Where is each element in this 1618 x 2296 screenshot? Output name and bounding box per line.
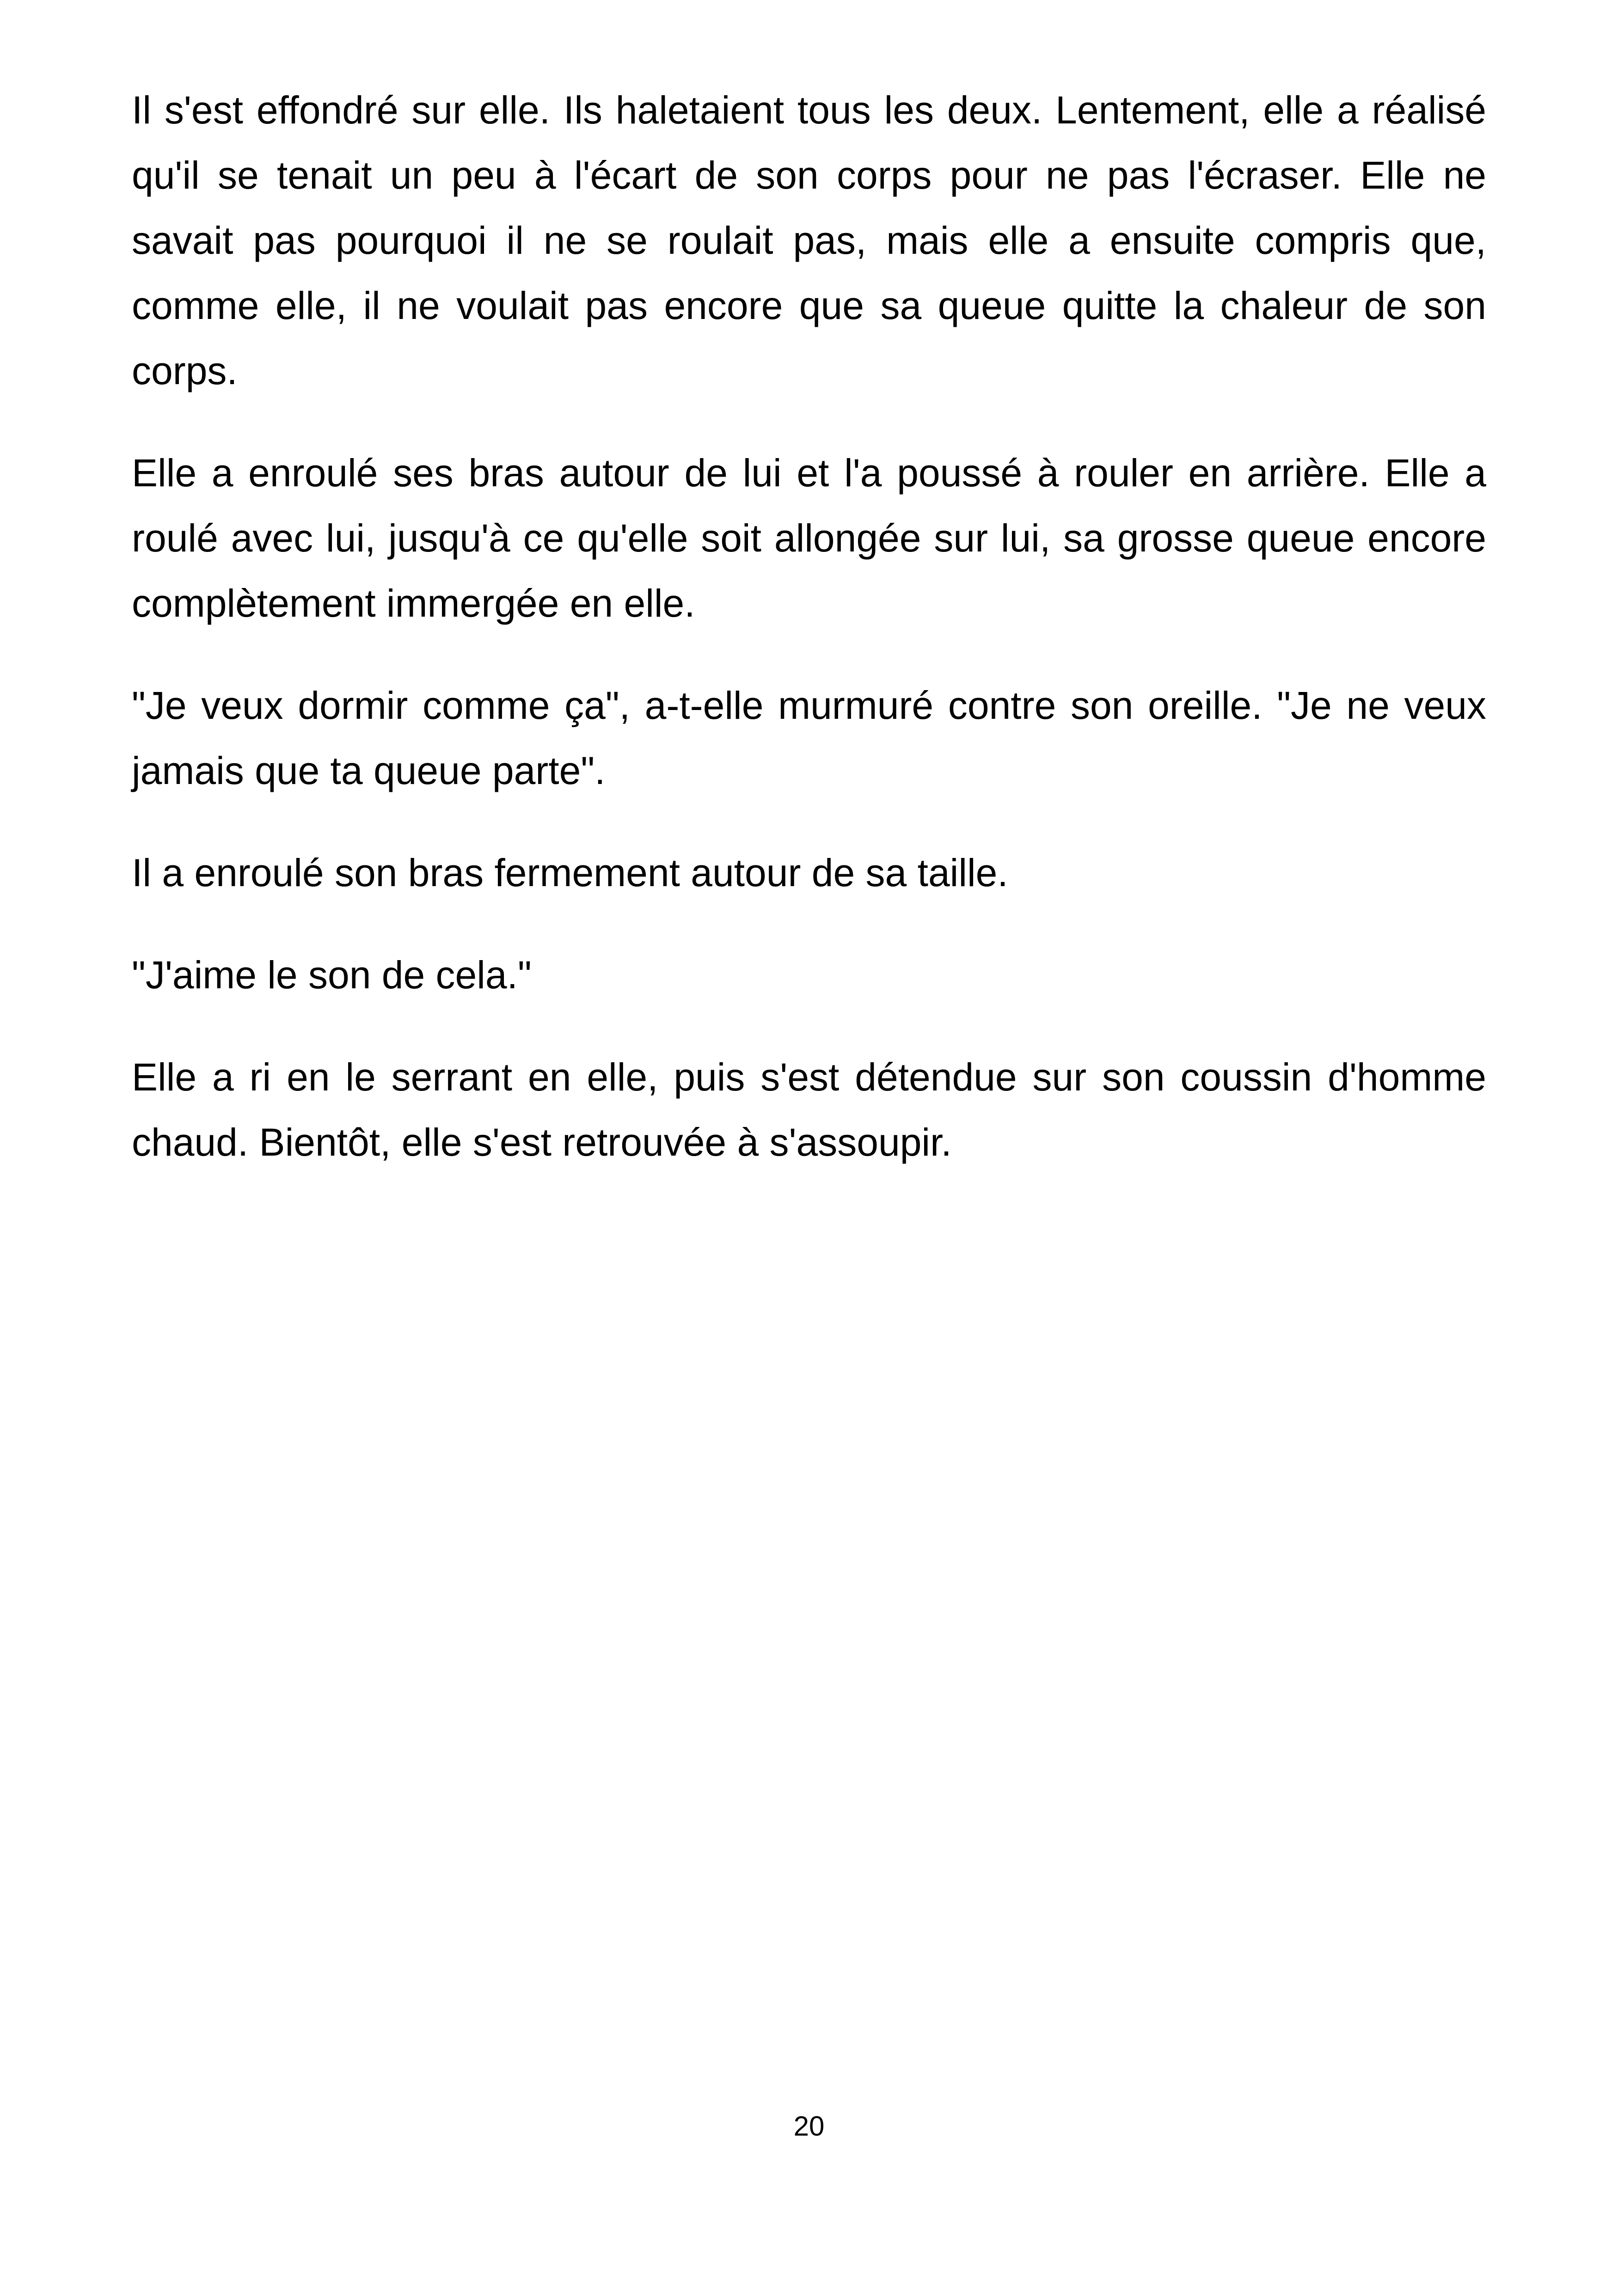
paragraph-6: Elle a ri en le serrant en elle, puis s'est détendue sur son coussin d'homme chaud. Bientôt, elle s'est retrouvée à s'assoupir. (132, 1055, 1486, 1164)
page-number: 20 (793, 2111, 825, 2142)
paragraph-5: "J'aime le son de cela." (132, 953, 532, 997)
paragraph-4: Il a enroulé son bras fermement autour de sa taille. (132, 851, 1008, 894)
paragraph-3: "Je veux dormir comme ça", a-t-elle murmuré contre son oreille. "Je ne veux jamais que ta queue parte". (132, 684, 1486, 792)
paragraph-1: Il s'est effondré sur elle. Ils haletaient tous les deux. Lentement, elle a réalisé qu'il se tenait un peu à l'écart de son corps pour ne pas l'écraser. Elle ne savait pas pourquoi il ne se roulait pas, mais elle a ensuite compris que, comme elle, il ne voulait pas encore que sa queue quitte la chaleur de son corps. (132, 88, 1486, 392)
paragraph-2: Elle a enroulé ses bras autour de lui et l'a poussé à rouler en arrière. Elle a roulé avec lui, jusqu'à ce qu'elle soit allongée sur lui, sa grosse queue encore complètement immergée en elle. (132, 451, 1486, 625)
body-text (132, 78, 1486, 1212)
